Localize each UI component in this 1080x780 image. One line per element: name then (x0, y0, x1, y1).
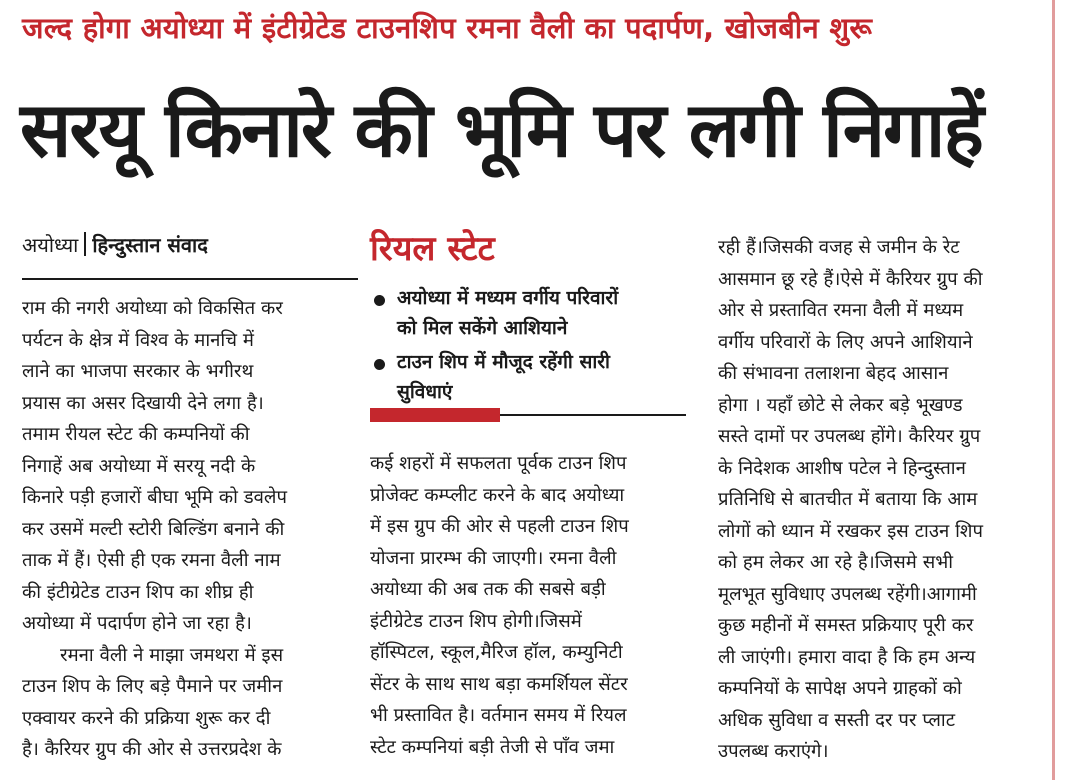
article-column-3 (718, 232, 1038, 768)
highlight-line: को मिल सकेंगे आशियाने (397, 317, 568, 339)
bullet-icon (374, 295, 385, 306)
article-column-2 (370, 448, 690, 763)
text-line: ओर से प्रस्तावित रमना वैली में मध्यम (718, 300, 964, 321)
text-line: हॉस्पिटल, स्कूल,मैरिज हॉल, कम्युनिटी (370, 642, 623, 663)
text-line: तमाम रीयल स्टेट की कम्पनियों की (22, 424, 250, 445)
main-headline: सरयू किनारे की भूमि पर लगी निगाहें (20, 85, 982, 174)
text-line: मूलभूत सुविधाए उपलब्ध रहेंगी।आगामी (718, 583, 977, 605)
byline-rule (22, 278, 358, 280)
byline-org: हिन्दुस्तान संवाद (92, 233, 208, 257)
divider-accent (370, 408, 500, 422)
text-line: ताक में हैं। ऐसी ही एक रमना वैली नाम (22, 550, 281, 571)
section-divider (370, 408, 686, 422)
page-edge-border (1052, 0, 1055, 780)
text-line: प्रयास का असर दिखायी देने लगा है। (22, 392, 264, 414)
text-line: उपलब्ध कराएंगे। (718, 741, 829, 762)
text-line: स्टेट कम्पनियां बड़ी तेजी से पाँव जमा (370, 736, 615, 758)
text-line: की इंटीग्रेटेड टाउन शिप का शीघ्र ही (22, 581, 254, 603)
text-line: की संभावना तलाशना बेहद आसान (718, 363, 949, 384)
text-line: होगा । यहाँ छोटे से लेकर बड़े भूखण्ड (718, 394, 963, 416)
text-line: प्रोजेक्ट कम्प्लीट करने के बाद अयोध्या (370, 484, 625, 506)
text-line: एक्वायर करने की प्रक्रिया शुरू कर दी (22, 707, 271, 729)
text-line: अयोध्या की अब तक की सबसे बड़ी (370, 579, 606, 600)
text-line: आसमान छू रहे हैं।ऐसे में कैरियर ग्रुप की (718, 268, 983, 290)
text-line: कुछ महीनों में समस्त प्रक्रियाए पूरी कर (718, 615, 974, 636)
article-column-1 (22, 293, 358, 766)
highlight-line: टाउन शिप में मौजूद रहेंगी सारी (397, 351, 610, 373)
bullet-icon (374, 359, 385, 370)
highlight-line: अयोध्या में मध्यम वर्गीय परिवारों (397, 287, 619, 309)
text-line: कम्पनियों के सापेक्ष अपने ग्राहकों को (718, 678, 962, 699)
text-line: को हम लेकर आ रहे है।जिसमे सभी (718, 552, 954, 573)
highlights-list (370, 283, 690, 411)
text-line: ली जाएंगी। हमारा वादा है कि हम अन्य (718, 646, 976, 668)
text-line: लाने का भाजपा सरकार के भगीरथ (22, 361, 254, 382)
text-line: योजना प्रारम्भ की जाएगी। रमना वैली (370, 547, 617, 569)
byline (22, 228, 352, 262)
text-line: निगाहें अब अयोध्या में सरयू नदी के (22, 455, 256, 477)
byline-separator (84, 232, 86, 256)
text-line: इंटीग्रेटेड टाउन शिप होगी।जिसमें (370, 610, 582, 632)
text-line: पर्यटन के क्षेत्र में विश्व के मानचि में (22, 329, 254, 351)
text-line: में इस ग्रुप की ओर से पहली टाउन शिप (370, 516, 629, 537)
text-line: कई शहरों में सफलता पूर्वक टाउन शिप (370, 453, 627, 474)
text-line: अयोध्या में पदार्पण होने जा रहा है। (22, 613, 252, 634)
kicker-headline: जल्द होगा अयोध्या में इंटीग्रेटेड टाउनशिप रमना वैली का पदार्पण, खोजबीन शुरू (22, 11, 873, 45)
highlight-item (370, 347, 690, 407)
text-line: टाउन शिप के लिए बड़े पैमाने पर जमीन (22, 676, 283, 697)
text-line: सस्ते दामों पर उपलब्ध होंगे। कैरियर ग्रुप (718, 426, 981, 447)
text-line: अधिक सुविधा व सस्ती दर पर प्लाट (718, 709, 956, 731)
text-line: है। कैरियर ग्रुप की ओर से उत्तरप्रदेश के (22, 739, 282, 760)
text-line: कर उसमें मल्टी स्टोरी बिल्डिंग बनाने की (22, 518, 285, 540)
text-line: प्रतिनिधि से बातचीत में बताया कि आम (718, 489, 978, 510)
highlight-item (370, 283, 690, 343)
text-line: किनारे पड़ी हजारों बीघा भूमि को डवलेप (22, 487, 287, 508)
text-line: भी प्रस्तावित है। वर्तमान समय में रियल (370, 705, 627, 726)
text-line: रमना वैली ने माझा जमथरा में इस (60, 644, 284, 666)
highlight-line: सुविधाएं (397, 381, 453, 403)
dateline-place: अयोध्या (22, 233, 79, 257)
text-line: सेंटर के साथ साथ बड़ा कमर्शियल सेंटर (370, 673, 628, 695)
section-label: रियल स्टेट (370, 229, 495, 269)
text-line: वर्गीय परिवारों के लिए अपने आशियाने (718, 331, 973, 353)
text-line: लोगों को ध्यान में रखकर इस टाउन शिप (718, 520, 983, 542)
text-line: रही हैं।जिसकी वजह से जमीन के रेट (718, 237, 960, 258)
text-line: के निदेशक आशीष पटेल ने हिन्दुस्तान (718, 457, 966, 479)
text-line: राम की नगरी अयोध्या को विकसित कर (22, 298, 283, 319)
